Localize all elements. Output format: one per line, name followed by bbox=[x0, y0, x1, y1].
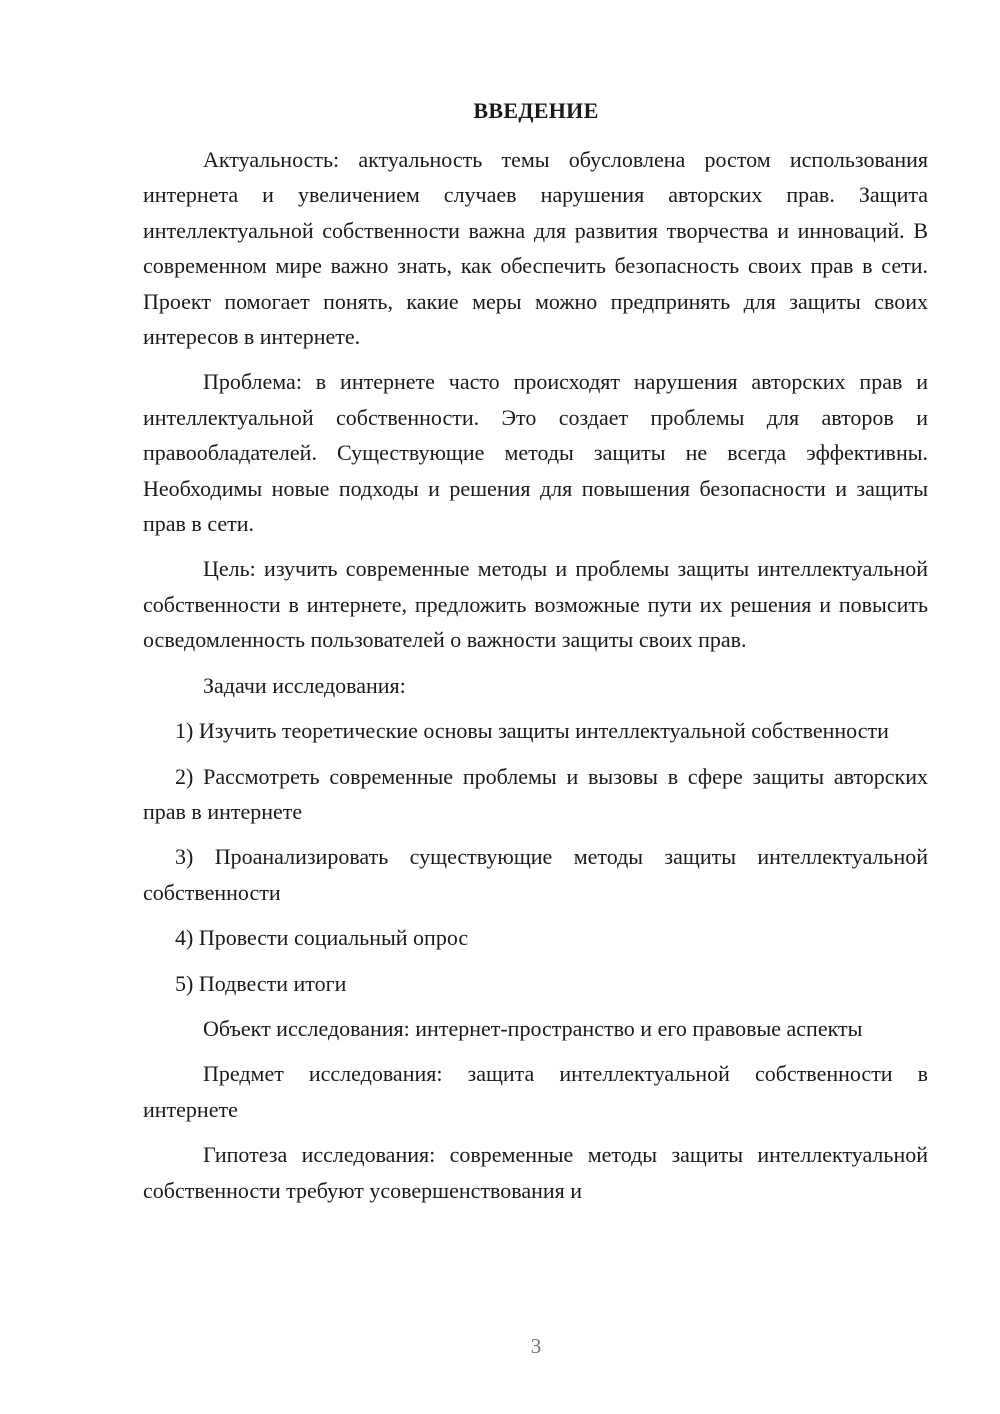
task-item-1: 1) Изучить теоретические основы защиты интеллектуальной собственности bbox=[175, 718, 889, 744]
paragraph-subject: Предмет исследования: защита интеллектуальной собственности в интернете bbox=[143, 1061, 928, 1122]
task-item-2: 2) Рассмотреть современные проблемы и вызовы в сфере защиты авторских прав в интернете bbox=[143, 763, 928, 824]
page-title: ВВЕДЕНИЕ bbox=[473, 98, 599, 123]
task-item-3: 3) Проанализировать существующие методы защиты интеллектуальной собственности bbox=[143, 844, 928, 905]
paragraph-relevance: Актуальность: актуальность темы обусловлена ростом использования интернета и увеличением случаев нарушения авторских прав. Защита интеллектуальной собственности важна для развития творчества и инноваций. В современном мире важно знать, как обеспечить безопасность своих прав в сети. Проект помогает понять, какие меры можно предпринять для защиты своих интересов в интернете. bbox=[143, 147, 928, 350]
page-number: 3 bbox=[530, 1334, 542, 1358]
task-item-5: 5) Подвести итоги bbox=[175, 970, 347, 996]
paragraph-object: Объект исследования: интернет-пространство и его правовые аспекты bbox=[203, 1015, 863, 1041]
paragraph-tasks-heading: Задачи исследования: bbox=[203, 672, 406, 698]
paragraph-hypothesis: Гипотеза исследования: современные методы защиты интеллектуальной собственности требуют усовершенствования и bbox=[143, 1142, 928, 1203]
paragraph-problem: Проблема: в интернете часто происходят нарушения авторских прав и интеллектуальной собственности. Это создает проблемы для авторов и правообладателей. Существующие методы защиты не всегда эффективны. Необходимы новые подходы и решения для повышения безопасности и защиты прав в сети. bbox=[143, 369, 928, 537]
document-body bbox=[143, 142, 928, 1218]
paragraph-goal: Цель: изучить современные методы и проблемы защиты интеллектуальной собственности в интернете, предложить возможные пути их решения и повысить осведомленность пользователей о важности защиты своих прав. bbox=[143, 556, 928, 653]
task-item-4: 4) Провести социальный опрос bbox=[175, 925, 469, 951]
